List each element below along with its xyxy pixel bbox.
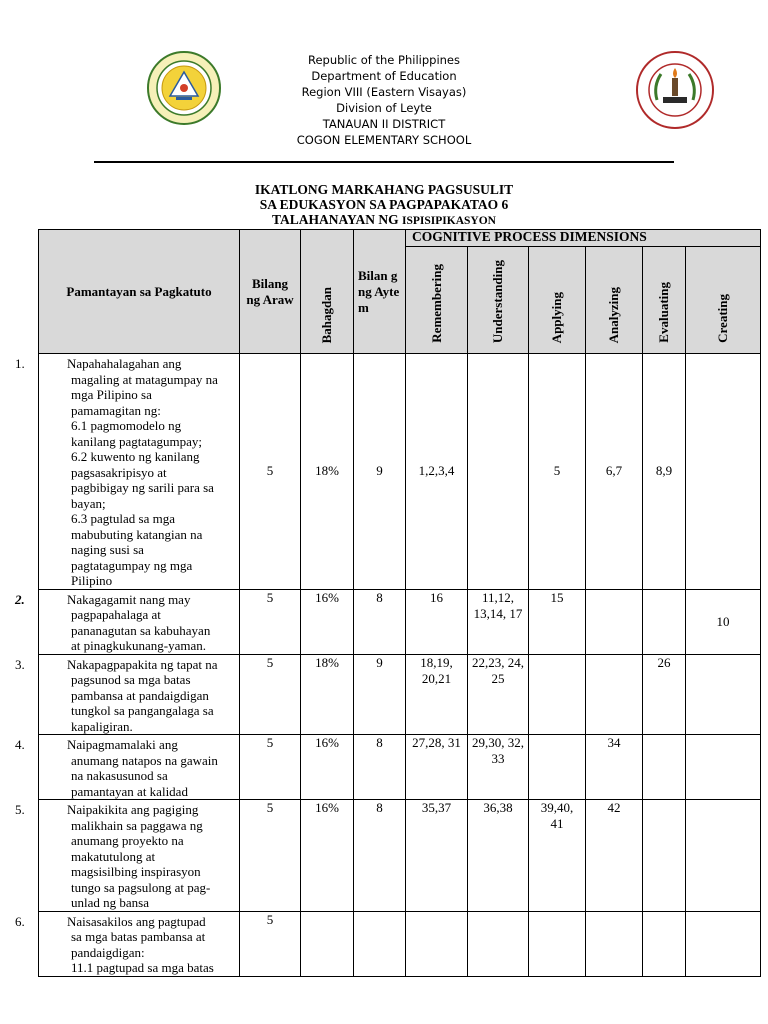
- understanding-cell: [468, 911, 529, 976]
- days-cell: 5: [240, 654, 301, 735]
- header-remembering: Remembering: [406, 247, 468, 354]
- table-row: [39, 735, 761, 800]
- analyzing-cell: [586, 654, 643, 735]
- table-of-specifications: [15, 229, 761, 977]
- table-row: [39, 911, 761, 976]
- title-part: TALAHANAYAN NG: [272, 212, 399, 227]
- letterhead-line: COGON ELEMENTARY SCHOOL: [296, 133, 472, 147]
- letterhead-line: Region VIII (Eastern Visayas): [301, 85, 467, 99]
- header-analyzing: Analyzing: [586, 247, 643, 354]
- letterhead-line: Republic of the Philippines: [307, 53, 461, 67]
- title-line: IKATLONG MARKAHANG PAGSUSULIT: [254, 182, 514, 197]
- header-applying: Applying: [529, 247, 586, 354]
- percent-cell: [301, 911, 354, 976]
- analyzing-cell: 34: [586, 735, 643, 800]
- analyzing-cell: 6,7: [586, 354, 643, 590]
- creating-cell: 10: [686, 589, 761, 654]
- days-cell: 5: [240, 589, 301, 654]
- days-cell: 5: [240, 735, 301, 800]
- items-cell: [354, 911, 406, 976]
- percent-cell: 18%: [301, 654, 354, 735]
- understanding-cell: 29,30, 32, 33: [468, 735, 529, 800]
- creating-cell: [686, 800, 761, 912]
- evaluating-cell: [643, 911, 686, 976]
- creating-cell: [686, 735, 761, 800]
- applying-cell: 15: [529, 589, 586, 654]
- remembering-cell: 1,2,3,4: [406, 354, 468, 590]
- percent-cell: 16%: [301, 800, 354, 912]
- remembering-cell: 27,28, 31: [406, 735, 468, 800]
- title-part: ISPISIPIKASYON: [402, 215, 496, 227]
- letterhead-line: Division of Leyte: [336, 101, 432, 115]
- table-row: [39, 800, 761, 912]
- remembering-cell: [406, 911, 468, 976]
- header-percent: Bahagdan: [301, 230, 354, 354]
- days-cell: 5: [240, 800, 301, 912]
- table-row: [39, 354, 761, 590]
- items-cell: 9: [354, 654, 406, 735]
- percent-cell: 16%: [301, 735, 354, 800]
- remembering-cell: 16: [406, 589, 468, 654]
- header-items: Bilan g ng Ayte m: [354, 230, 406, 354]
- analyzing-cell: [586, 589, 643, 654]
- items-cell: 8: [354, 735, 406, 800]
- understanding-cell: [468, 354, 529, 590]
- competency-cell: 2. Nakagagamit nang may pagpapahalaga at pananagutan sa kabuhayan at pinagkukunang-yaman.: [39, 589, 240, 654]
- competency-cell: 1. Napahahalagahan ang magaling at matagumpay na mga Pilipino sa pamamagitan ng: 6.1 pagmomodelo ng kanilang pagtatagumpay; 6.2 kuwento ng kanilang pagsasakripisyo at pagbibigay ng sarili para sa bayan; 6.3 pagtulad sa mga mabubuting katangian na naging susi sa pagtatagumpay ng mga Pilipino: [39, 354, 240, 590]
- days-cell: 5: [240, 911, 301, 976]
- evaluating-cell: 26: [643, 654, 686, 735]
- remembering-cell: 18,19, 20,21: [406, 654, 468, 735]
- applying-cell: [529, 911, 586, 976]
- analyzing-cell: [586, 911, 643, 976]
- applying-cell: 5: [529, 354, 586, 590]
- evaluating-cell: [643, 800, 686, 912]
- remembering-cell: 35,37: [406, 800, 468, 912]
- table-row: [39, 654, 761, 735]
- header-competency: Pamantayan sa Pagkatuto: [39, 230, 240, 354]
- title-line: [0, 212, 768, 229]
- letterhead-line: Department of Education: [311, 69, 457, 83]
- creating-cell: [686, 354, 761, 590]
- applying-cell: [529, 735, 586, 800]
- letterhead-line: TANAUAN II DISTRICT: [322, 117, 446, 131]
- header-divider: [94, 161, 674, 163]
- header-days: Bilang ng Araw: [240, 230, 301, 354]
- header-evaluating: Evaluating: [643, 247, 686, 354]
- percent-cell: 16%: [301, 589, 354, 654]
- understanding-cell: 11,12, 13,14, 17: [468, 589, 529, 654]
- understanding-cell: 22,23, 24, 25: [468, 654, 529, 735]
- title-line: SA EDUKASYON SA PAGPAPAKATAO 6: [259, 197, 509, 212]
- evaluating-cell: [643, 589, 686, 654]
- header-cognitive-dimensions: COGNITIVE PROCESS DIMENSIONS: [406, 230, 761, 247]
- percent-cell: 18%: [301, 354, 354, 590]
- evaluating-cell: 8,9: [643, 354, 686, 590]
- applying-cell: [529, 654, 586, 735]
- competency-cell: 4. Naipagmamalaki ang anumang natapos na gawain na nakasusunod sa pamantayan at kalidad: [39, 735, 240, 800]
- table-row: [39, 589, 761, 654]
- competency-cell: 6. Naisasakilos ang pagtupad sa mga batas pambansa at pandaigdigan: 11.1 pagtupad sa mga batas: [39, 911, 240, 976]
- competency-cell: 3. Nakapagpapakita ng tapat na pagsunod sa mga batas pambansa at pandaigdigan tungkol sa pangangalaga sa kapaligiran.: [39, 654, 240, 735]
- school-letterhead: [0, 52, 768, 148]
- creating-cell: [686, 911, 761, 976]
- competency-cell: 5. Naipakikita ang pagiging malikhain sa paggawa ng anumang proyekto na makatutulong at magsisilbing inspirasyon tungo sa pagsulong at pag- unlad ng bansa: [39, 800, 240, 912]
- header-understanding: Understanding: [468, 247, 529, 354]
- items-cell: 8: [354, 800, 406, 912]
- days-cell: 5: [240, 354, 301, 590]
- document-title: [0, 182, 768, 229]
- applying-cell: 39,40, 41: [529, 800, 586, 912]
- understanding-cell: 36,38: [468, 800, 529, 912]
- analyzing-cell: 42: [586, 800, 643, 912]
- evaluating-cell: [643, 735, 686, 800]
- items-cell: 8: [354, 589, 406, 654]
- header-creating: Creating: [686, 247, 761, 354]
- creating-cell: [686, 654, 761, 735]
- items-cell: 9: [354, 354, 406, 590]
